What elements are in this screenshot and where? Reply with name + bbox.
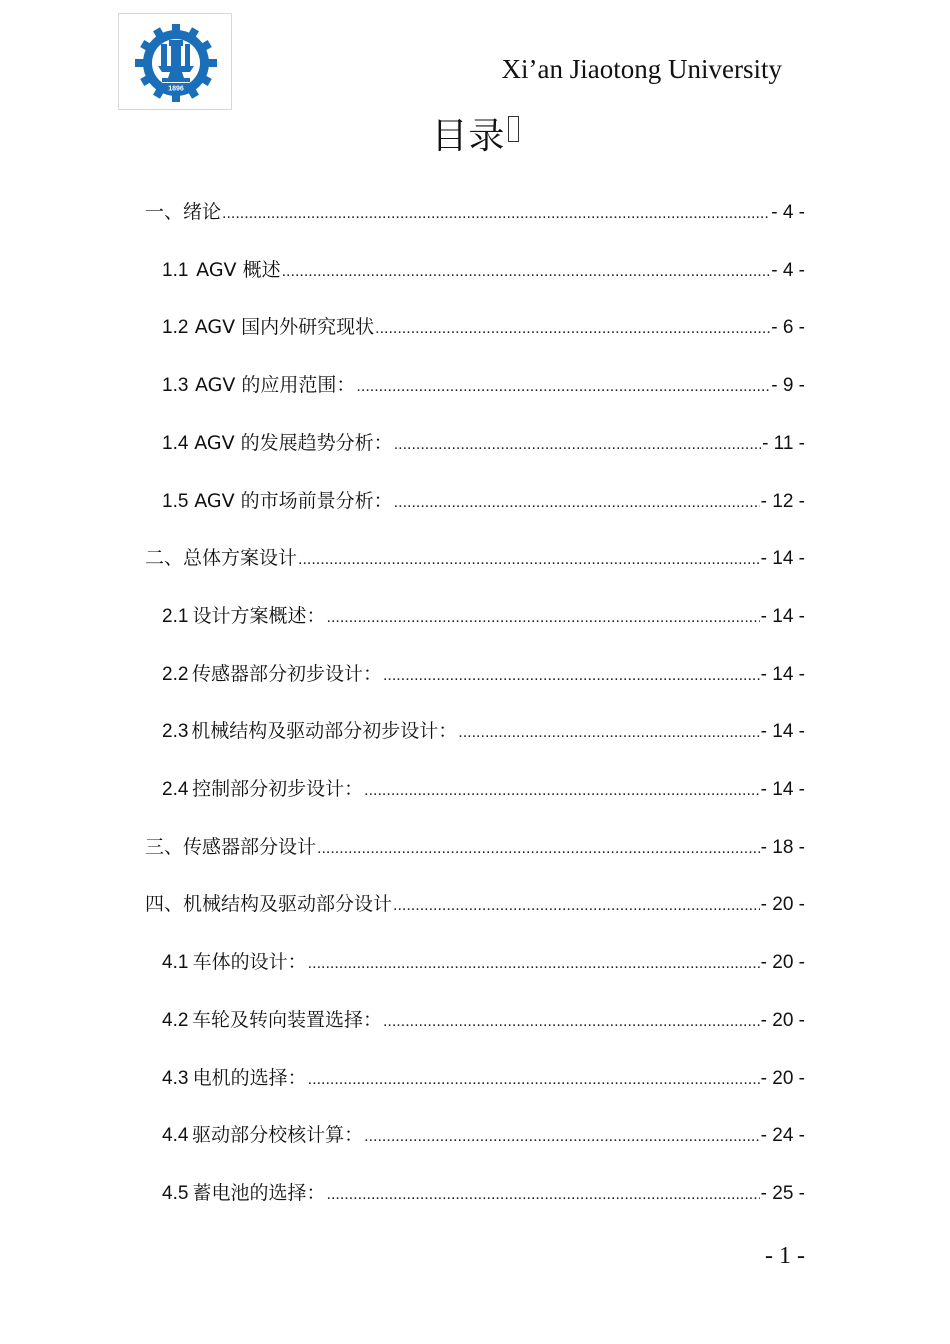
toc-entry[interactable]	[162, 312, 805, 342]
toc-entry-title: 一、绪论	[145, 201, 222, 223]
toc-entry-page: - 18 -	[760, 836, 805, 858]
toc-entry[interactable]	[145, 832, 805, 862]
toc-entry-title: 驱动部分校核计算：	[192, 1124, 364, 1147]
toc-entry-number: 1.4	[162, 432, 189, 454]
toc-entry-number: 1.1	[162, 259, 189, 281]
toc-entry-page: - 14 -	[760, 721, 805, 743]
toc-entry[interactable]	[162, 774, 805, 804]
toc-dot-leader	[383, 1007, 760, 1037]
toc-entry-title: AGV 国内外研究现状	[194, 316, 375, 339]
toc-entry-page: - 20 -	[760, 1009, 805, 1031]
toc-entry-page: - 14 -	[760, 663, 805, 685]
toc-dot-leader	[394, 488, 760, 518]
toc-entry-title: 车轮及转向装置选择：	[191, 1008, 382, 1031]
toc-entry-title: 设计方案概述：	[192, 604, 326, 627]
toc-dot-leader	[393, 891, 760, 921]
toc-dot-leader	[308, 949, 760, 979]
toc-dot-leader	[394, 430, 761, 460]
toc-entry[interactable]	[145, 197, 805, 227]
toc-entry-page: - 4 -	[771, 202, 805, 223]
toc-entry-page: - 4 -	[771, 259, 805, 281]
toc-entry-title: 四、机械结构及驱动部分设计	[145, 893, 393, 916]
toc-entry-title: 三、传感器部分设计	[145, 835, 317, 858]
toc-dot-leader	[375, 314, 770, 344]
toc-entry[interactable]	[162, 947, 805, 977]
toc-entry-number: 4.3	[162, 1067, 189, 1089]
toc-dot-leader	[282, 257, 771, 287]
toc-entry[interactable]	[162, 1178, 805, 1208]
toc-dot-leader	[356, 372, 770, 402]
toc-entry-title: AGV 的应用范围：	[194, 374, 356, 397]
toc-entry-title: 控制部分初步设计：	[192, 778, 364, 800]
toc-entry-title: 蓄电池的选择：	[192, 1181, 326, 1204]
toc-entry-page: - 11 -	[762, 432, 805, 454]
toc-entry[interactable]	[145, 543, 805, 573]
toc-dot-leader	[383, 661, 760, 691]
svg-text:1896: 1896	[168, 85, 184, 93]
toc-entry-number: 1.3	[162, 375, 189, 397]
toc-entry-number: 4.5	[162, 1182, 189, 1204]
toc-entry-title: AGV 的发展趋势分析：	[194, 431, 393, 454]
toc-entry-page: - 20 -	[760, 1067, 805, 1089]
toc-entry-number: 2.2	[162, 663, 189, 685]
toc-entry-page: - 14 -	[760, 779, 805, 800]
toc-entry[interactable]	[162, 659, 805, 689]
page-number: - 1 -	[765, 1243, 805, 1269]
toc-entry-number: 4.2	[162, 1009, 189, 1031]
toc-dot-leader	[222, 199, 770, 229]
toc-entry-number: 4.1	[162, 952, 189, 974]
toc-entry[interactable]	[162, 716, 805, 746]
toc-entry-page: - 14 -	[760, 605, 805, 627]
toc-dot-leader	[364, 776, 760, 806]
toc-entry[interactable]	[162, 1063, 805, 1093]
toc-entry-number: 4.4	[162, 1125, 189, 1147]
toc-entry-title: 传感器部分初步设计：	[191, 662, 382, 685]
page-title	[0, 108, 950, 159]
toc-entry-page: - 20 -	[760, 952, 805, 974]
toc-dot-leader	[327, 603, 760, 633]
toc-entry-number: 2.1	[162, 605, 189, 627]
toc-entry[interactable]	[162, 428, 805, 458]
university-logo	[118, 13, 232, 110]
toc-entry-number: 1.2	[162, 317, 189, 339]
toc-entry-page: - 12 -	[760, 490, 805, 512]
toc-entry-number: 2.3	[162, 721, 189, 743]
toc-dot-leader	[298, 545, 760, 575]
toc-entry-page: - 14 -	[760, 548, 805, 570]
university-seal-icon	[132, 22, 220, 104]
toc-entry[interactable]	[162, 1005, 805, 1035]
toc-entry-title: 电机的选择：	[192, 1066, 307, 1089]
toc-entry[interactable]	[145, 889, 805, 919]
toc-entry-page: - 6 -	[771, 317, 805, 339]
toc-entry[interactable]	[162, 601, 805, 631]
toc-entry-title: 二、总体方案设计	[145, 547, 298, 570]
toc-entry-number: 2.4	[162, 779, 189, 800]
page-title-text: 目录	[431, 116, 506, 157]
toc-dot-leader	[364, 1122, 760, 1152]
toc-entry-title: 车体的设计：	[192, 951, 307, 974]
missing-glyph-box	[508, 116, 519, 142]
toc-entry[interactable]	[162, 1120, 805, 1150]
toc-entry-title: 机械结构及驱动部分初步设计：	[191, 720, 458, 743]
toc-entry-number: 1.5	[162, 490, 189, 512]
toc-dot-leader	[458, 718, 759, 748]
toc-dot-leader	[327, 1180, 760, 1210]
toc-entry-page: - 24 -	[760, 1125, 805, 1147]
toc-entry-title: AGV 概述	[196, 258, 281, 281]
toc-dot-leader	[308, 1065, 760, 1095]
toc-entry-page: - 25 -	[760, 1182, 805, 1204]
toc-entry-page: - 20 -	[760, 894, 805, 916]
toc-entry-page: - 9 -	[771, 375, 805, 397]
toc-entry[interactable]	[162, 255, 805, 285]
toc-entry[interactable]	[162, 370, 805, 400]
toc-entry-title: AGV 的市场前景分析：	[194, 489, 393, 512]
toc-dot-leader	[317, 834, 760, 864]
toc-entry[interactable]	[162, 486, 805, 516]
university-name: Xi’an Jiaotong University	[501, 54, 782, 84]
